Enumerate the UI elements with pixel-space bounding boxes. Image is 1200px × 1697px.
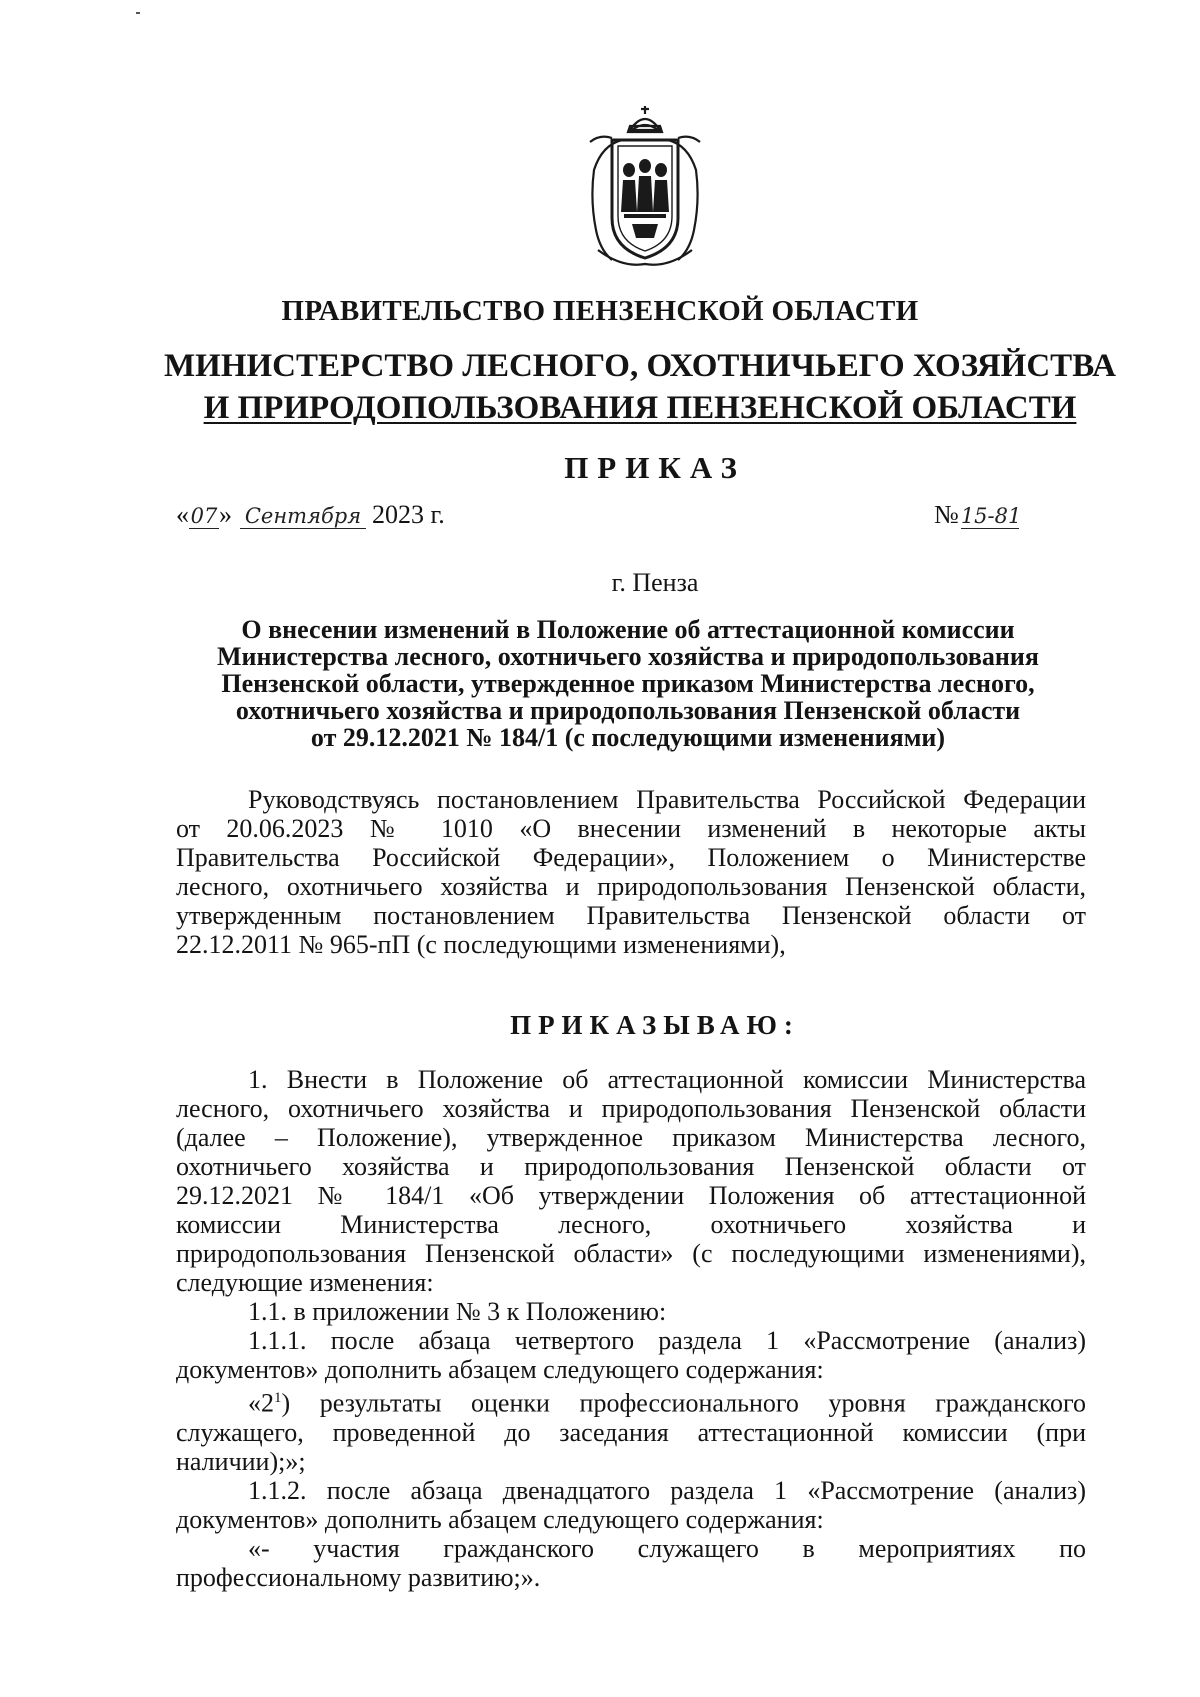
text-line: от 20.06.2023 № 1010 «О внесении изменений в некоторые акты: [176, 814, 1086, 843]
order-word: ПРИКАЗЫВАЮ:: [510, 1010, 800, 1040]
subject-line: охотничьего хозяйства и природопользования Пензенской области: [235, 696, 1021, 725]
subject-line: Министерства лесного, охотничьего хозяйства и природопользования: [217, 642, 1039, 671]
text-line: «- участия гражданского служащего в мероприятиях по: [248, 1533, 1086, 1563]
text-line: 1.1.2. после абзаца двенадцатого раздела 1 «Рассмотрение (анализ): [248, 1475, 1086, 1505]
quote-1-open: «2: [248, 1388, 274, 1418]
text-line: документов» дополнить абзацем следующего содержания:: [176, 1504, 824, 1534]
order-subject: [168, 616, 1088, 751]
order-date: [176, 500, 445, 530]
text-line: служащего, проведенной до заседания аттестационной комиссии (при: [176, 1417, 1086, 1447]
text-line: утвержденным постановлением Правительства Пензенской области от: [176, 901, 1086, 930]
handwritten-number: 15-81: [960, 504, 1022, 528]
order-number: [934, 500, 1022, 530]
date-quote-open: «: [176, 500, 189, 529]
government-title: ПРАВИТЕЛЬСТВО ПЕНЗЕНСКОЙ ОБЛАСТИ: [281, 295, 919, 327]
ministry-title-line-1: МИНИСТЕРСТВО ЛЕСНОГО, ОХОТНИЧЬЕГО ХОЗЯЙСТВА: [164, 348, 1116, 384]
ministry-title-line-2: И ПРИРОДОПОЛЬЗОВАНИЯ ПЕНЗЕНСКОЙ ОБЛАСТИ: [203, 390, 1077, 426]
text-line: 29.12.2021 № 184/1 «Об утверждении Положения об аттестационной: [176, 1181, 1086, 1210]
text-line: 1. Внести в Положение об аттестационной комиссии Министерства: [248, 1065, 1086, 1094]
subject-line: от 29.12.2021 № 184/1 (с последующими изменениями): [310, 723, 946, 752]
text-line: лесного, охотничьего хозяйства и природопользования Пензенской области,: [176, 872, 1086, 901]
text-line: наличии);»;: [176, 1446, 306, 1476]
text-line: 22.12.2011 № 965-пП (с последующими изменениями),: [176, 930, 786, 959]
order-items: [176, 1065, 1086, 1592]
handwritten-day: 07: [190, 504, 218, 528]
text-line: документов» дополнить абзацем следующего содержания:: [176, 1355, 824, 1384]
text-line: Правительства Российской Федерации», Положением о Министерстве: [176, 843, 1086, 872]
number-prefix: №: [934, 500, 959, 529]
text-line: лесного, охотничьего хозяйства и природопользования Пензенской области: [176, 1094, 1086, 1123]
date-year: 2023 г.: [372, 500, 445, 529]
subject-line: Пензенской области, утвержденное приказом Министерства лесного,: [221, 669, 1035, 698]
text-line: природопользования Пензенской области» (с последующими изменениями),: [176, 1239, 1086, 1268]
text-line: (далее – Положение), утвержденное приказом Министерства лесного,: [176, 1123, 1086, 1152]
quote-1-first-line: [176, 1384, 1086, 1418]
text-line: 1.1.1. после абзаца четвертого раздела 1 «Рассмотрение (анализ): [248, 1326, 1086, 1355]
text-line: профессиональному развитию;».: [176, 1562, 541, 1592]
quote-1-superscript: 1: [274, 1390, 282, 1406]
quote-1-rest: ) результаты оценки профессионального уровня гражданского: [281, 1388, 1086, 1418]
item-1-1: 1.1. в приложении № 3 к Положению:: [248, 1297, 667, 1326]
city: г. Пенза: [611, 568, 699, 597]
text-line: охотничьего хозяйства и природопользования Пензенской области от: [176, 1152, 1086, 1181]
handwritten-month: Сентября: [240, 504, 366, 529]
text-line: Руководствуясь постановлением Правительства Российской Федерации: [248, 785, 1086, 814]
text-line: следующие изменения:: [176, 1268, 434, 1297]
ministry-title: [150, 345, 1130, 429]
coat-of-arms-emblem: [582, 100, 708, 270]
preamble-paragraph: [176, 785, 1086, 959]
document-type: ПРИКАЗ: [564, 450, 746, 485]
scan-speck: [136, 12, 140, 14]
text-line: комиссии Министерства лесного, охотничьего хозяйства и: [176, 1210, 1086, 1239]
subject-line: О внесении изменений в Положение об аттестационной комиссии: [241, 615, 1015, 644]
date-quote-close: »: [219, 500, 232, 529]
